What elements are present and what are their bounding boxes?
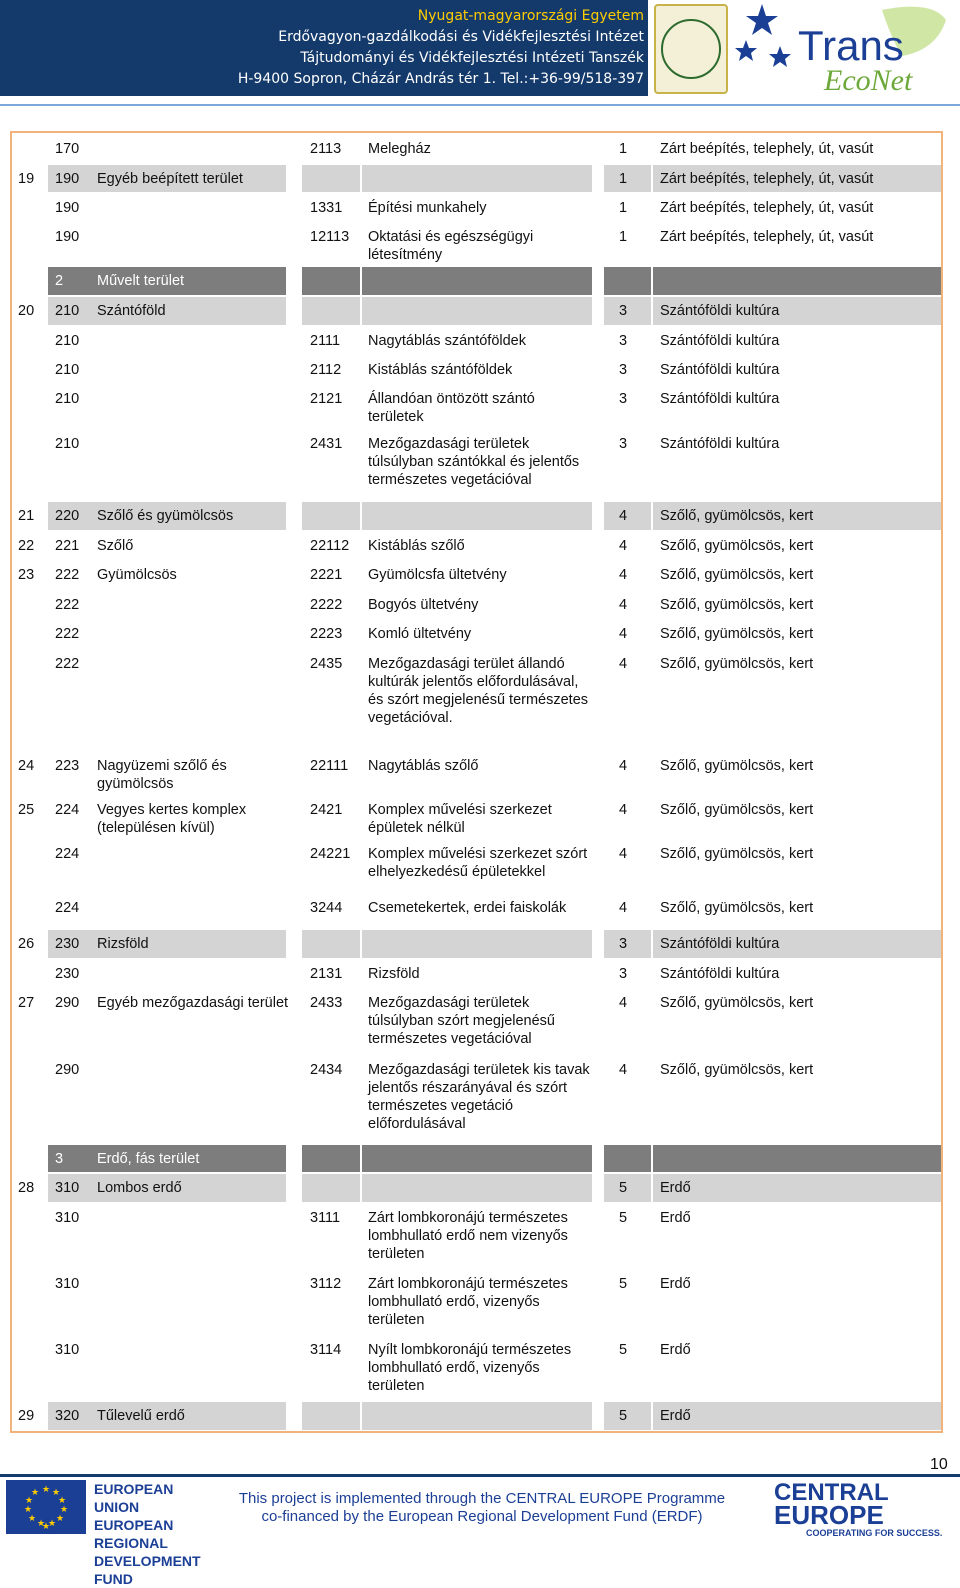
svg-text:★: ★	[58, 1496, 67, 1506]
cell-a	[18, 267, 48, 272]
svg-text:★: ★	[37, 1519, 46, 1529]
cell-d	[310, 502, 360, 507]
table-row	[12, 1056, 941, 1145]
cell-b: 210	[55, 303, 80, 319]
cell-b: 310	[55, 1342, 80, 1358]
cell-e: Építési munkahely	[368, 200, 487, 216]
cell-d	[310, 1174, 360, 1179]
cell-c: Egyéb mezőgazdasági terület	[97, 995, 289, 1011]
table-row	[12, 356, 941, 385]
cell-c: Szőlő	[97, 538, 134, 554]
cell-f: 4	[619, 597, 628, 613]
cell-c	[97, 620, 292, 625]
cell-e: Nyílt lombkoronájú természetes lombhullató erdő, vizenyős területen	[368, 1342, 572, 1394]
cell-f: 3	[619, 362, 628, 378]
transeconet-logo	[732, 0, 956, 96]
table-row	[12, 796, 941, 840]
cell-f: 4	[619, 626, 628, 642]
table-row	[12, 650, 941, 752]
ce-logo-central: CENTRAL	[774, 1479, 889, 1506]
cell-c: Rizsföld	[97, 936, 149, 952]
cell-b: 190	[55, 229, 80, 245]
cell-a: 19	[18, 171, 35, 187]
cell-d: 1331	[310, 200, 343, 216]
cell-a	[18, 1145, 48, 1150]
central-europe-logo	[770, 1478, 956, 1538]
cell-e: Gyümölcsfa ültetvény	[368, 567, 507, 583]
cell-b: 210	[55, 436, 80, 452]
cell-e: Csemetekertek, erdei faiskolák	[368, 900, 567, 916]
cell-d: 2431	[310, 436, 343, 452]
cell-d: 3114	[310, 1342, 342, 1358]
cell-d	[310, 297, 360, 302]
cell-g: Szőlő, gyümölcsös, kert	[660, 656, 814, 672]
cell-c	[97, 356, 292, 361]
table-row	[12, 267, 941, 297]
cell-g: Szőlő, gyümölcsös, kert	[660, 846, 814, 862]
cell-a	[18, 194, 48, 199]
cell-b: 230	[55, 966, 80, 982]
cell-a	[18, 591, 48, 596]
cell-a	[18, 1336, 48, 1341]
cell-c	[97, 135, 292, 140]
cell-d: 2434	[310, 1062, 343, 1078]
cell-g: Szőlő, gyümölcsös, kert	[660, 538, 814, 554]
cell-f: 1	[619, 171, 628, 187]
cell-e: Oktatási és egészségügyi létesítmény	[368, 229, 534, 263]
cell-g: Szántóföldi kultúra	[660, 303, 780, 319]
cell-c	[97, 430, 292, 435]
cell-d: 2421	[310, 802, 343, 818]
cell-f: 4	[619, 567, 628, 583]
cell-d: 2111	[310, 333, 341, 349]
cell-b: 210	[55, 333, 80, 349]
cell-d: 2223	[310, 626, 343, 642]
footer-line-1: This project is implemented through the CENTRAL EUROPE Programme	[238, 1490, 726, 1507]
cell-f: 4	[619, 900, 628, 916]
cell-f: 3	[619, 436, 628, 452]
cell-e	[368, 1174, 593, 1179]
cell-g: Erdő	[660, 1342, 691, 1358]
cell-d: 2222	[310, 597, 343, 613]
cell-a	[18, 135, 48, 140]
cell-e: Mezőgazdasági területek kis tavak jelentős részarányával és szórt természetes vegetáció előfordulásával	[368, 1062, 590, 1132]
cell-a	[18, 1056, 48, 1061]
cell-c: Művelt terület	[97, 273, 185, 289]
cell-f: 4	[619, 758, 628, 774]
cell-a: 28	[18, 1180, 35, 1196]
cell-f: 4	[619, 538, 628, 554]
cell-b: 224	[55, 802, 80, 818]
cell-a	[18, 1270, 48, 1275]
cell-d: 2121	[310, 391, 343, 407]
cell-a: 22	[18, 538, 35, 554]
cell-d: 2112	[310, 362, 342, 378]
svg-text:★: ★	[28, 1514, 37, 1524]
svg-text:★: ★	[60, 1505, 69, 1515]
cell-e	[368, 165, 593, 170]
cell-g: Szőlő, gyümölcsös, kert	[660, 802, 814, 818]
cell-e	[368, 1145, 593, 1150]
cell-c: Szőlő és gyümölcsös	[97, 508, 234, 524]
cell-c	[97, 650, 292, 655]
cell-a	[18, 1204, 48, 1209]
table-row	[12, 960, 941, 989]
cell-f: 4	[619, 656, 628, 672]
cell-b: 221	[55, 538, 80, 554]
cell-d: 2113	[310, 141, 342, 157]
cell-e	[368, 267, 593, 272]
svg-text:★: ★	[52, 1488, 61, 1498]
university-seal-logo	[654, 4, 728, 94]
cell-d	[310, 1145, 360, 1150]
cell-d: 2433	[310, 995, 343, 1011]
footer-programme-text	[222, 1490, 742, 1526]
table-row	[12, 840, 941, 894]
cell-e: Mezőgazdasági területek túlsúlyban szórt megjelenésű természetes vegetációval	[368, 995, 555, 1047]
svg-text:★: ★	[42, 1522, 51, 1532]
cell-f	[619, 267, 649, 272]
cell-b: 220	[55, 508, 80, 524]
cell-f: 5	[619, 1210, 628, 1226]
svg-text:★: ★	[31, 1488, 40, 1498]
cell-e: Bogyós ültetvény	[368, 597, 479, 613]
table-row	[12, 1402, 941, 1432]
cell-a	[18, 327, 48, 332]
table-row	[12, 1145, 941, 1174]
cell-a	[18, 223, 48, 228]
cell-g: Zárt beépítés, telephely, út, vasút	[660, 141, 874, 157]
cell-f: 1	[619, 200, 628, 216]
cell-c	[97, 591, 292, 596]
svg-text:★: ★	[24, 1505, 33, 1515]
cell-b: 170	[55, 141, 80, 157]
cell-d	[310, 1402, 360, 1407]
cell-b: 310	[55, 1276, 80, 1292]
cell-g: Zárt beépítés, telephely, út, vasút	[660, 171, 874, 187]
cell-b: 190	[55, 200, 80, 216]
cell-g: Szántóföldi kultúra	[660, 333, 780, 349]
cell-d	[310, 267, 360, 272]
table-row	[12, 135, 941, 164]
eu-flag-icon	[6, 1480, 86, 1534]
cell-c	[97, 1056, 292, 1061]
cell-b: 222	[55, 597, 80, 613]
cell-g: Szőlő, gyümölcsös, kert	[660, 508, 814, 524]
ce-logo-tagline: COOPERATING FOR SUCCESS.	[806, 1528, 943, 1538]
cell-f: 3	[619, 936, 628, 952]
cell-g: Szántóföldi kultúra	[660, 436, 780, 452]
cell-b: 222	[55, 656, 80, 672]
table-row	[12, 620, 941, 650]
cell-a	[18, 650, 48, 655]
cell-g: Zárt beépítés, telephely, út, vasút	[660, 229, 874, 245]
cell-d: 12113	[310, 229, 350, 245]
cell-a: 24	[18, 758, 35, 774]
cell-c	[97, 960, 292, 965]
cell-b: 3	[55, 1151, 64, 1167]
table-row	[12, 385, 941, 430]
svg-text:★: ★	[25, 1496, 34, 1506]
cell-c	[97, 223, 292, 228]
ce-logo-europe: EUROPE	[774, 1500, 884, 1530]
cell-f	[619, 1145, 649, 1150]
cell-g: Erdő	[660, 1180, 691, 1196]
cell-d: 3112	[310, 1276, 342, 1292]
cell-b: 320	[55, 1408, 80, 1424]
svg-text:★: ★	[48, 1519, 57, 1529]
cell-c: Lombos erdő	[97, 1180, 182, 1196]
cell-c	[97, 1204, 292, 1209]
cell-a: 29	[18, 1408, 35, 1424]
cell-f: 4	[619, 846, 628, 862]
table-row	[12, 989, 941, 1056]
cell-e	[368, 930, 593, 935]
cell-a	[18, 840, 48, 845]
header-department: Tájtudományi és Vidékfejlesztési Intézeti Tanszék	[300, 50, 644, 66]
cell-e: Kistáblás szőlő	[368, 538, 465, 554]
eu-regional-fund-label: EUROPEAN UNION EUROPEAN REGIONAL DEVELOPMENT FUND	[94, 1481, 201, 1587]
cell-d: 2435	[310, 656, 343, 672]
table-row	[12, 1336, 941, 1402]
cell-g: Szőlő, gyümölcsös, kert	[660, 626, 814, 642]
cell-g: Szőlő, gyümölcsös, kert	[660, 597, 814, 613]
table-row	[12, 591, 941, 620]
cell-b: 210	[55, 362, 80, 378]
cell-f: 3	[619, 303, 628, 319]
table-row	[12, 930, 941, 960]
svg-text:★: ★	[42, 1485, 51, 1495]
table-row	[12, 165, 941, 194]
cell-e: Mezőgazdasági területek túlsúlyban szántókkal és jelentős természetes vegetációval	[368, 436, 580, 488]
cell-g: Erdő	[660, 1210, 691, 1226]
cell-e	[368, 297, 593, 302]
cell-g	[660, 267, 935, 272]
logo-text-econet: EcoNet	[824, 64, 913, 96]
cell-d: 24221	[310, 846, 351, 862]
cell-b: 2	[55, 273, 64, 289]
cell-g: Szőlő, gyümölcsös, kert	[660, 900, 814, 916]
header-university: Nyugat-magyarországi Egyetem	[417, 8, 644, 24]
header-contact: H-9400 Sopron, Cházár András tér 1. Tel.:+36-99/518-397	[237, 71, 644, 87]
cell-f: 5	[619, 1408, 628, 1424]
cell-b: 290	[55, 995, 80, 1011]
cell-c: Vegyes kertes komplex (településen kívül)	[97, 802, 247, 836]
table-row	[12, 430, 941, 502]
cell-e: Állandóan öntözött szántó területek	[368, 391, 535, 425]
cell-a	[18, 620, 48, 625]
header-institute: Erdővagyon-gazdálkodási és Vidékfejlesztési Intézet	[278, 29, 644, 45]
cell-e: Komplex művelési szerkezet szórt elhelyezkedésű épületekkel	[368, 846, 588, 880]
cell-d: 22112	[310, 538, 350, 554]
table-row	[12, 1204, 941, 1270]
cell-g: Szántóföldi kultúra	[660, 391, 780, 407]
table-row	[12, 532, 941, 561]
cell-c	[97, 1270, 292, 1275]
table-row	[12, 194, 941, 223]
table-row	[12, 752, 941, 796]
cell-g: Erdő	[660, 1408, 691, 1424]
cell-b: 222	[55, 567, 80, 583]
cell-a: 26	[18, 936, 35, 952]
cell-f: 4	[619, 995, 628, 1011]
cell-e: Nagytáblás szántóföldek	[368, 333, 526, 349]
cell-a: 25	[18, 802, 35, 818]
cell-b: 310	[55, 1210, 80, 1226]
cell-f: 1	[619, 141, 628, 157]
cell-d: 3244	[310, 900, 343, 916]
table-row	[12, 1174, 941, 1204]
cell-b: 190	[55, 171, 80, 187]
cell-e: Rizsföld	[368, 966, 420, 982]
cell-e: Komplex művelési szerkezet épületek nélkül	[368, 802, 552, 836]
cell-c: Szántóföld	[97, 303, 166, 319]
cell-b: 310	[55, 1180, 80, 1196]
cell-g: Szőlő, gyümölcsös, kert	[660, 567, 814, 583]
cell-f: 4	[619, 508, 628, 524]
cell-f: 4	[619, 1062, 628, 1078]
cell-b: 222	[55, 626, 80, 642]
cell-e: Komló ültetvény	[368, 626, 472, 642]
cell-f: 1	[619, 229, 628, 245]
cell-d: 3111	[310, 1210, 341, 1226]
cell-f: 5	[619, 1180, 628, 1196]
cell-e: Zárt lombkoronájú természetes lombhullató erdő, vizenyős területen	[368, 1276, 568, 1328]
cell-a	[18, 430, 48, 435]
table-row	[12, 1270, 941, 1336]
cell-b: 223	[55, 758, 80, 774]
table-row	[12, 502, 941, 532]
cell-g: Erdő	[660, 1276, 691, 1292]
cell-e: Mezőgazdasági terület állandó kultúrák jelentős előfordulásával, és szórt megjelenésű természetes vegetációval.	[368, 656, 589, 726]
cell-g: Szőlő, gyümölcsös, kert	[660, 1062, 814, 1078]
logo-text-trans: Trans	[798, 22, 904, 69]
cell-f: 3	[619, 333, 628, 349]
cell-a	[18, 894, 48, 899]
cell-f: 3	[619, 966, 628, 982]
cell-a: 21	[18, 508, 35, 524]
cell-e: Melegház	[368, 141, 431, 157]
cell-d	[310, 930, 360, 935]
cell-d: 2131	[310, 966, 343, 982]
cell-c: Erdő, fás terület	[97, 1151, 200, 1167]
cell-c	[97, 385, 292, 390]
cell-b: 290	[55, 1062, 80, 1078]
cell-c: Egyéb beépített terület	[97, 171, 243, 187]
footer-line-2: co-financed by the European Regional Development Fund (ERDF)	[261, 1508, 703, 1525]
header-address	[220, 6, 644, 90]
table-row	[12, 223, 941, 267]
cell-c	[97, 194, 292, 199]
cell-a: 20	[18, 303, 35, 319]
cell-d: 2221	[310, 567, 343, 583]
footer-rule	[0, 1474, 960, 1477]
cell-a: 27	[18, 995, 35, 1011]
cell-c: Gyümölcsös	[97, 567, 177, 583]
cell-f: 5	[619, 1342, 628, 1358]
cell-g: Szántóföldi kultúra	[660, 362, 780, 378]
cell-g: Szőlő, gyümölcsös, kert	[660, 758, 814, 774]
cell-e: Nagytáblás szőlő	[368, 758, 479, 774]
table-row	[12, 894, 941, 930]
cell-a	[18, 960, 48, 965]
cell-c	[97, 1336, 292, 1341]
cell-g: Szántóföldi kultúra	[660, 936, 780, 952]
cell-b: 224	[55, 900, 80, 916]
cell-a	[18, 356, 48, 361]
header-rule	[0, 104, 960, 106]
cell-e	[368, 502, 593, 507]
table-row	[12, 327, 941, 356]
cell-e: Zárt lombkoronájú természetes lombhullató erdő nem vizenyős területen	[368, 1210, 568, 1262]
table-row	[12, 561, 941, 591]
cell-a: 23	[18, 567, 35, 583]
cell-c: Nagyüzemi szőlő és gyümölcsös	[97, 758, 227, 792]
cell-e	[368, 1402, 593, 1407]
cell-d: 22111	[310, 758, 349, 774]
cell-e: Kistáblás szántóföldek	[368, 362, 513, 378]
cell-d	[310, 165, 360, 170]
cell-a	[18, 385, 48, 390]
cell-c: Tűlevelű erdő	[97, 1408, 185, 1424]
cell-b: 210	[55, 391, 80, 407]
cell-f: 4	[619, 802, 628, 818]
cell-g: Zárt beépítés, telephely, út, vasút	[660, 200, 874, 216]
page-number: 10	[930, 1456, 948, 1473]
cell-c	[97, 327, 292, 332]
cell-b: 230	[55, 936, 80, 952]
cell-f: 3	[619, 391, 628, 407]
table-row	[12, 297, 941, 327]
cell-f: 5	[619, 1276, 628, 1292]
cell-b: 224	[55, 846, 80, 862]
cell-g: Szőlő, gyümölcsös, kert	[660, 995, 814, 1011]
svg-text:★: ★	[56, 1514, 65, 1524]
cell-c	[97, 894, 292, 899]
cell-c	[97, 840, 292, 845]
cell-g: Szántóföldi kultúra	[660, 966, 780, 982]
cell-g	[660, 1145, 935, 1150]
